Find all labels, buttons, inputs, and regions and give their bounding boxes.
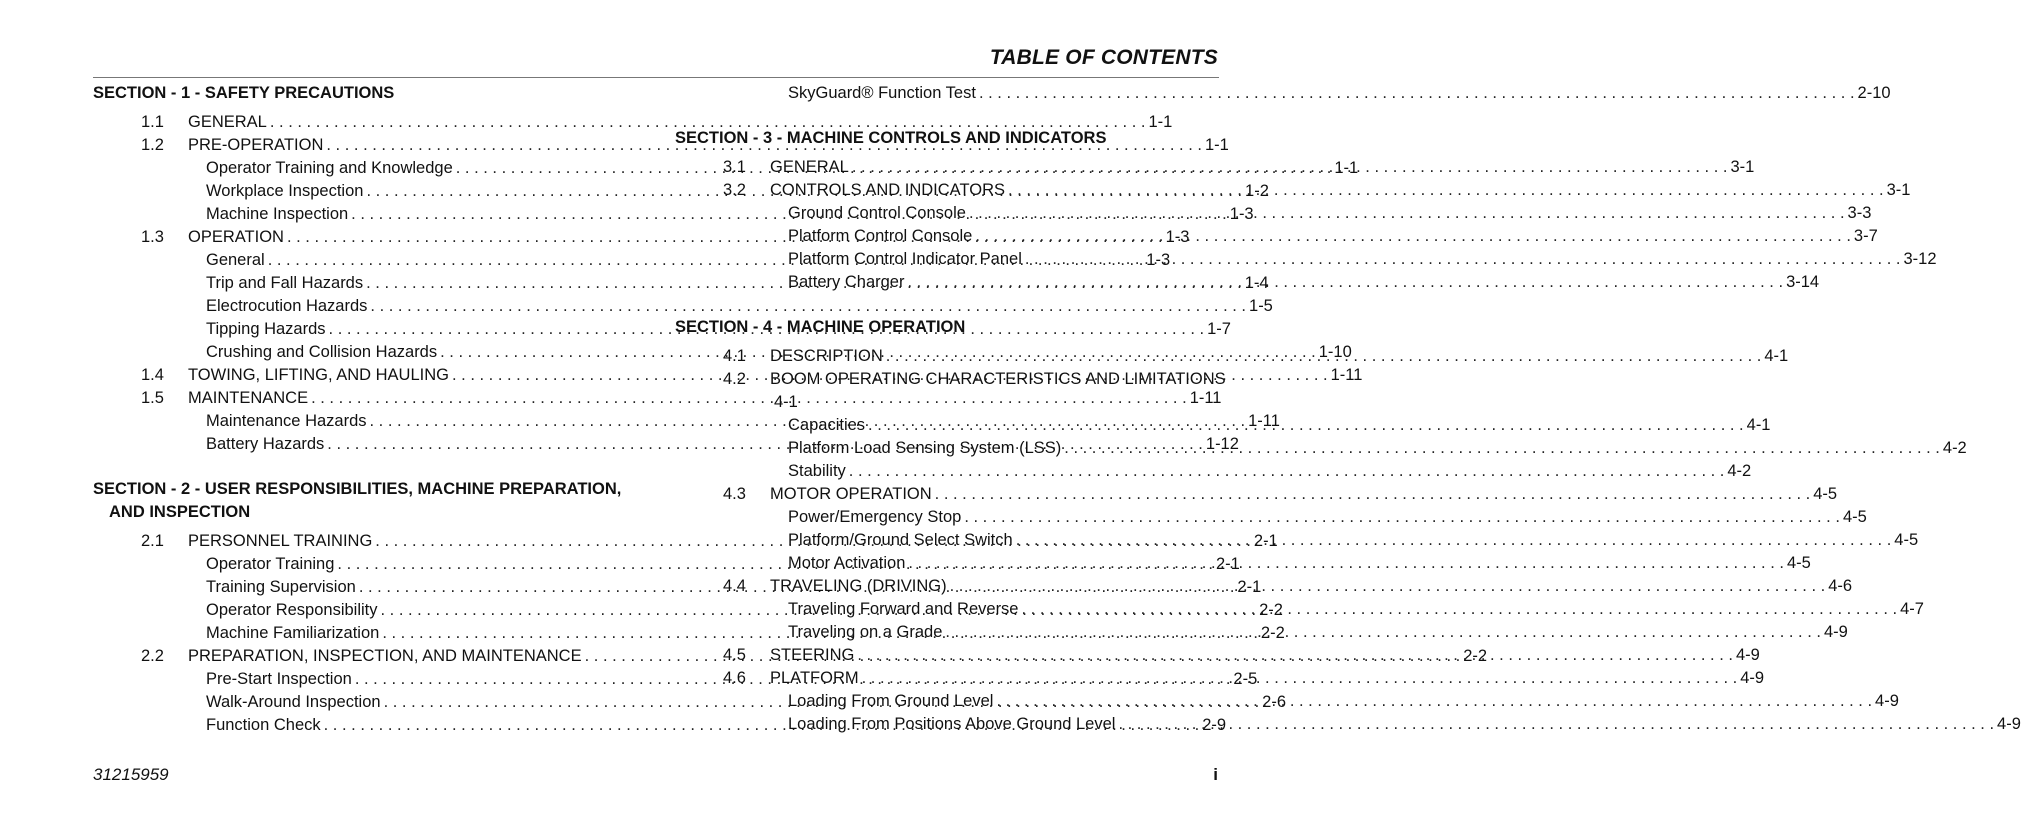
toc-entry-page: 4-9 [1997,715,2021,733]
toc-entry-page: 2-1 [1253,532,1278,550]
dot-leader [964,506,1840,529]
toc-entry-title: Operator Training and Knowledge [206,159,453,177]
toc-entry[interactable] [675,460,1752,483]
section-4-heading[interactable]: SECTION - 4 - MACHINE OPERATION [675,318,966,336]
toc-entry[interactable] [675,248,1937,271]
toc-entry-page: 1-12 [1205,435,1239,453]
toc-entry-page: 4-5 [1813,485,1838,503]
toc-entry-title: BOOM OPERATING CHARACTERISTICS AND LIMITATIONS [770,370,1226,388]
toc-entry-number: 4.1 [723,347,746,365]
toc-entry-page: 4-6 [1828,577,1853,595]
toc-entry-title: Walk-Around Inspection [206,693,381,711]
toc-entry-page: 1-3 [1165,228,1190,246]
toc-entry-title: PLATFORM [770,669,859,687]
toc-entry-page: 4-5 [1842,508,1867,526]
toc-entry-title: MAINTENANCE [188,389,309,407]
toc-entry-page: 1-10 [1318,343,1352,361]
toc-entry-title: Machine Familiarization [206,624,380,642]
toc-entry-page: 4-1 [1746,416,1771,434]
toc-entry-page: 2-6 [1262,693,1287,711]
toc-entry-page[interactable]: 4-1 [774,393,798,411]
toc-entry[interactable] [675,506,1867,529]
toc-entry-page: 1-1 [1334,159,1359,177]
toc-entry-title: Motor Activation [788,554,906,572]
dot-leader [908,552,1784,575]
toc-entry-number: 1.5 [141,389,164,407]
toc-entry-page: 4-7 [1900,600,1924,618]
toc-entry[interactable] [675,225,1878,248]
toc-entry-number: 3.1 [723,158,746,176]
toc-entry-title: Stability [788,462,846,480]
toc-entry-page: 1-4 [1244,274,1269,292]
toc-entry-title: Trip and Fall Hazards [206,274,364,292]
toc-entry-title: OPERATION [188,228,284,246]
section-3-heading[interactable]: SECTION - 3 - MACHINE CONTROLS AND INDICATORS [675,129,1107,147]
toc-entry-title: Maintenance Hazards [206,412,367,430]
toc-entry-title: GENERAL [770,158,849,176]
toc-entry-title: Platform Load Sensing System (LSS) [788,439,1062,457]
dot-leader [1008,179,1884,202]
dot-leader [868,414,1744,437]
dot-leader [945,621,1821,644]
toc-entry-page: 4-2 [1727,462,1752,480]
toc-entry-title: Capacities [788,416,866,434]
document-number: 31215959 [93,765,169,784]
toc-entry-title: MOTOR OPERATION [770,485,932,503]
toc-entry-page: 3-3 [1847,204,1872,222]
toc-entry-title: Operator Training [206,555,335,573]
toc-entry-page: 1-11 [1330,366,1363,384]
dot-leader [852,156,1728,179]
toc-entry[interactable] [675,82,1891,105]
toc-entry-title: Workplace Inspection [206,182,364,200]
toc-entry-page: 1-11 [1248,412,1280,430]
toc-entry-page: 4-9 [1875,692,1899,710]
dot-leader [950,575,1826,598]
toc-entry-title: Loading From Ground Level [788,692,994,710]
header-rule [93,77,1219,78]
dot-leader [1025,248,1901,271]
toc-entry-page: 1-5 [1249,297,1273,315]
toc-entry-number: 4.5 [723,646,746,664]
dot-leader [975,225,1851,248]
toc-entry-title: PRE-OPERATION [188,136,324,154]
toc-entry-title: Traveling Forward and Reverse [788,600,1019,618]
toc-entry-page: 2-9 [1202,716,1227,734]
toc-entry[interactable] [675,483,1838,506]
toc-entry-page: 4-5 [1786,554,1811,572]
toc-entry-title: SkyGuard® Function Test [788,84,976,102]
dot-leader [1021,598,1897,621]
toc-entry-page: 2-2 [1463,647,1488,665]
toc-entry-title: TRAVELING (DRIVING) [770,577,947,595]
toc-entry[interactable] [675,713,2021,736]
toc-entry-number: 4.6 [723,669,746,687]
dot-leader [969,202,1845,225]
toc-entry-page: 1-3 [1229,205,1254,223]
toc-entry-title: DESCRIPTION [770,347,883,365]
dot-leader [857,644,1733,667]
toc-entry-page: 1-11 [1189,389,1222,407]
toc-entry-title: Operator Responsibility [206,601,378,619]
page-number: i [1213,765,1218,784]
dot-leader [862,667,1738,690]
toc-entry-title: Training Supervision [206,578,356,596]
toc-entry[interactable] [675,368,1226,391]
toc-entry-title: Battery Hazards [206,435,325,453]
dot-leader [1016,529,1892,552]
toc-entry-title: Crushing and Collision Hazards [206,343,438,361]
dot-leader [849,460,1725,483]
toc-entry-page: 2-1 [1237,578,1262,596]
toc-entry-title: Power/Emergency Stop [788,508,962,526]
toc-entry-title: Machine Inspection [206,205,349,223]
toc-entry[interactable] [93,295,1273,318]
toc-entry-title: PREPARATION, INSPECTION, AND MAINTENANCE [188,647,582,665]
toc-entry-number: 4.4 [723,577,746,595]
dot-leader [1064,437,1940,460]
toc-entry-page: 3-1 [1886,181,1911,199]
section-2-heading[interactable]: SECTION - 2 - USER RESPONSIBILITIES, MACHINE PREPARATION, AND INSPECTION [93,480,622,521]
toc-entry-title: STEERING [770,646,855,664]
toc-entry-title: General [206,251,265,269]
toc-entry-page: 4-2 [1942,439,1967,457]
dot-leader [1118,713,1994,736]
toc-entry-number: 1.2 [141,136,164,154]
toc-entry-page: 4-9 [1740,669,1765,687]
dot-leader [935,483,1811,506]
toc-entry-title: TOWING, LIFTING, AND HAULING [188,366,449,384]
toc-entry-number: 1.1 [141,113,164,131]
toc-entry-page: 2-2 [1260,624,1285,642]
toc-entry-number: 2.2 [141,647,164,665]
toc-entry-page: 4-9 [1823,623,1848,641]
dot-leader [907,271,1783,294]
toc-entry[interactable] [93,111,1173,134]
toc-entry-page: 1-1 [1148,113,1173,131]
toc-entry-title: GENERAL [188,113,267,131]
section-1-heading[interactable]: SECTION - 1 - SAFETY PRECAUTIONS [93,84,395,102]
toc-entry-page: 4-5 [1894,531,1919,549]
toc-entry-title: Battery Charger [788,273,905,291]
toc-entry-number: 2.1 [141,532,164,550]
toc-entry-title: Platform Control Indicator Panel [788,250,1022,268]
toc-entry-page: 1-3 [1146,251,1171,269]
toc-entry-title: Pre-Start Inspection [206,670,352,688]
toc-entry-page: 1-1 [1204,136,1229,154]
toc-entry-title: CONTROLS AND INDICATORS [770,181,1006,199]
page-title: TABLE OF CONTENTS [989,46,1218,69]
toc-entry-page: 4-1 [1764,347,1789,365]
toc-entry-page: 2-2 [1259,601,1283,619]
toc-entry-title: Loading From Positions Above Ground Level [788,715,1116,733]
toc-entry-title: Tipping Hazards [206,320,326,338]
toc-entry-title: PERSONNEL TRAINING [188,532,373,550]
toc-entry-number: 3.2 [723,181,746,199]
toc-entry-page: 2-1 [1216,555,1240,573]
toc-entry-number: 4.2 [723,370,746,388]
toc-entry-number: 1.4 [141,366,164,384]
toc-entry-title: Function Check [206,716,321,734]
dot-leader [886,345,1762,368]
toc-entry-page: 2-5 [1233,670,1258,688]
dot-leader [996,690,1872,713]
toc-entry-page: 4-9 [1735,646,1760,664]
toc-entry-page: 1-2 [1245,182,1269,200]
toc-entry-number: 1.3 [141,228,164,246]
toc-entry-title: Electrocution Hazards [206,297,368,315]
toc-entry-page: 2-10 [1857,84,1891,102]
toc-entry-page: 3-7 [1853,227,1878,245]
toc-entry-title: Traveling on a Grade [788,623,943,641]
toc-entry-page: 3-1 [1730,158,1755,176]
toc-entry-title: Platform Control Console [788,227,973,245]
toc-entry-page: 3-12 [1903,250,1937,268]
toc-entry-page: 1-7 [1207,320,1231,338]
dot-leader [979,82,1855,105]
toc-entry-title: Platform/Ground Select Switch [788,531,1013,549]
toc-entry-page: 3-14 [1786,273,1820,291]
toc-entry-number: 4.3 [723,485,746,503]
toc-entry-title: Ground Control Console [788,204,966,222]
toc-entry[interactable] [675,271,1820,294]
